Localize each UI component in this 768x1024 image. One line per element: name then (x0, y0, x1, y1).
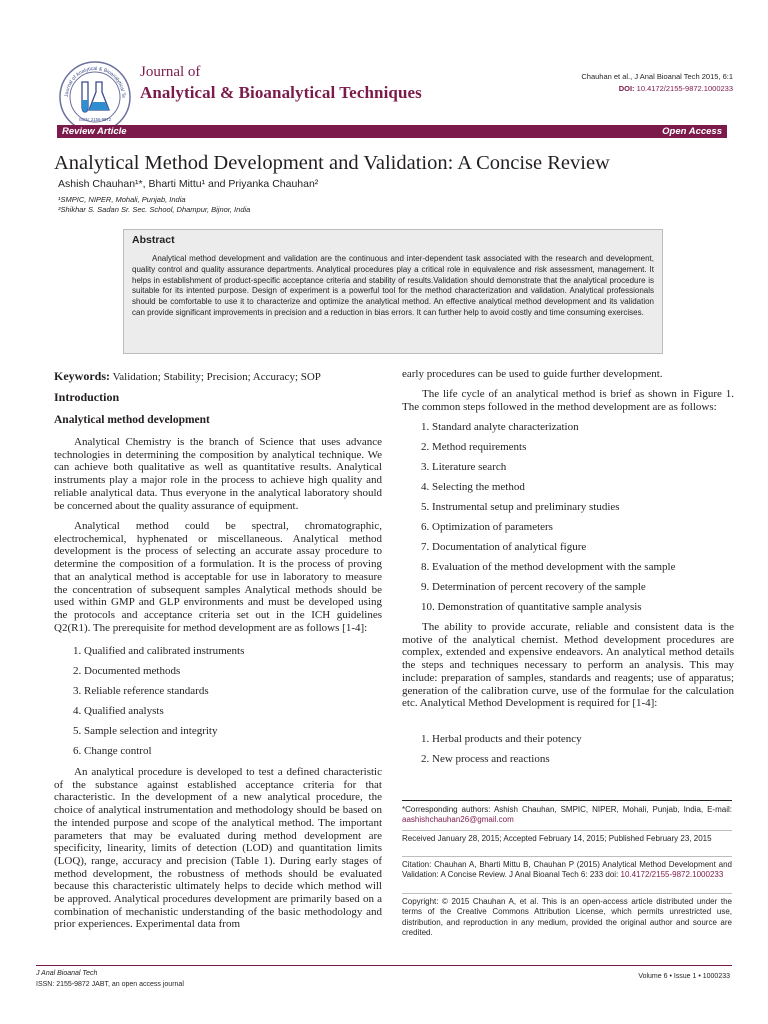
paragraph: An analytical procedure is developed to test a defined characteristic of the substance against established acceptance criteria for that characteristic. In the development of a new analytical procedure, the choice of analytical instrumentation and methodology should be based on the intended purpose and scope of the analytical method. The important parameters that may be evaluated during method development are specificity, linearity, limits of detection (LOD) and quantitation limits (LOQ), range, accuracy and precision (Table 1). During early stages of method development, the robustness of methods should be evaluated because this characteristic ultimately helps to decide which method will be approved. Analytical procedures development are primarily based on a combination of mechanistic understanding of the basic methodology and prior experiences. Experimental data from (54, 766, 382, 931)
corresponding-text: *Corresponding authors: Ashish Chauhan, SMPIC, NIPER, Mohali, Punjab, India, E-mail: (402, 805, 732, 814)
email-link[interactable]: aashishchauhan26@gmail.com (402, 815, 514, 825)
abstract-text: Analytical method development and validation are the continuous and inter-dependent task associated with the research and development, quality control and quality assurance departments. Analytical procedures play a critical role in equivalence and risk assessment, management. It helps in establishment of product-specific acceptance criteria and stability of results.Validation should demonstrate that the analytical procedure is suitable for its intented purpose. Design of experiment is a powerful tool for the method characterization and validation. Analytical professionals should be comfortable to use it to characterize and optimize the analytical method. An effective analytical method development and its validation can provide significant improvements in precision and a reduction in bias errors. It can further help to avoid costly and time consuming exercises. (132, 254, 654, 317)
citation-footnote (402, 860, 732, 881)
list-item: 1. Standard analyte characterization (421, 421, 579, 433)
footer-journal: J Anal Bioanal Tech (36, 970, 98, 977)
logo-issn: ISSN: 2155-9872 (78, 117, 112, 122)
list-item: 3. Literature search (421, 461, 507, 473)
list-item: 3. Reliable reference standards (73, 685, 209, 697)
affiliation-2: ²Shikhar S. Sadan Sr. Sec. School, Dhampur, Bijnor, India (58, 205, 251, 214)
logo-ring-text: Journal of Analytical & Bioanalytical Te (63, 65, 127, 98)
list-item: 4. Selecting the method (421, 481, 525, 493)
paragraph: Analytical Chemistry is the branch of Science that uses advance technologies in determining the composition by analytical technique. We can achieve both qualitative as well as quantitative results. Analytical instruments play a major role in the process to achieve high quality and reliable analytical data. Thus everyone in the analytical laboratory should be concerned about the quality assurance of equipment. (54, 436, 382, 512)
header-citation (581, 71, 733, 95)
journal-name: Analytical & Bioanalytical Techniques (140, 83, 422, 102)
footnote-divider (402, 856, 732, 857)
list-item: 8. Evaluation of the method development with the sample (421, 561, 676, 573)
footer-volume: Volume 6 • Issue 1 • 1000233 (638, 973, 730, 980)
footer-left (36, 968, 184, 990)
footnote-divider (402, 830, 732, 831)
authors: Ashish Chauhan¹*, Bharti Mittu¹ and Priyanka Chauhan² (58, 178, 319, 190)
keywords (54, 370, 382, 384)
list-item: 4. Qualified analysts (73, 705, 164, 717)
paragraph: The ability to provide accurate, reliable and consistent data is the motive of the analytical chemist. Method development procedures are complex, extended and expensive endeavors. An analytical method details the steps and techniques necessary to perform an analysis. This may include: preparation of samples, standards and reagents; use of apparatus; generation of the calibration curve, use of the formulae for the calculation etc. Analytical Method Development is required for [1-4]: (402, 621, 734, 710)
list-item: 10. Demonstration of quantitative sample analysis (421, 601, 642, 613)
open-access-label: Open Access (662, 126, 722, 137)
received-dates: Received January 28, 2015; Accepted February 14, 2015; Published February 23, 2015 (402, 834, 712, 843)
list-item: 6. Change control (73, 745, 152, 757)
footnote-divider (402, 893, 732, 894)
list-item: 6. Optimization of parameters (421, 521, 553, 533)
list-item: 5. Instrumental setup and preliminary studies (421, 501, 620, 513)
abstract-box (123, 229, 663, 354)
footer-rule (36, 965, 732, 966)
keywords-label: Keywords: (54, 369, 110, 383)
corresponding-author (402, 805, 732, 826)
doi-link[interactable]: 10.4172/2155-9872.1000233 (636, 84, 733, 93)
list-item: 2. Method requirements (421, 441, 527, 453)
keywords-text: Validation; Stability; Precision; Accuracy; SOP (112, 371, 321, 383)
citation-doi-link[interactable]: 10.4172/2155-9872.1000233 (620, 870, 724, 880)
journal-of-label: Journal of (140, 64, 201, 80)
list-item: 1. Herbal products and their potency (421, 733, 582, 745)
subheading-method-development: Analytical method development (54, 414, 210, 426)
copyright-notice: Copyright: © 2015 Chauhan A, et al. This is an open-access article distributed under the terms of the Creative Commons Attribution License, which permits unrestricted use, distribution, and reproduction in any medium, provided the original author and source are credited. (402, 897, 732, 938)
article-title: Analytical Method Development and Validation: A Concise Review (54, 152, 610, 174)
paragraph: The life cycle of an analytical method is brief as shown in Figure 1. The common steps followed in the method development are as follows: (402, 388, 734, 413)
list-item: 1. Qualified and calibrated instruments (73, 645, 245, 657)
footer-issn: ISSN: 2155-9872 JABT, an open access journal (36, 981, 184, 988)
citation-label: Citation: (402, 860, 432, 869)
list-item: 2. New process and reactions (421, 753, 550, 765)
article-type: Review Article (62, 126, 127, 137)
doi-label: DOI: (618, 84, 635, 93)
article-type-banner (57, 125, 727, 138)
footnote-rule (402, 800, 732, 801)
introduction-heading: Introduction (54, 390, 120, 404)
citation-line: Chauhan et al., J Anal Bioanal Tech 2015, 6:1 (581, 72, 733, 81)
list-item: 2. Documented methods (73, 665, 181, 677)
paragraph: Analytical method could be spectral, chromatographic, electrochemical, hyphenated or miscellaneous. Analytical method development is the process of selecting an accurate assay procedure to determine the composition of a formulation. It is the process of proving that an analytical method is acceptable for use in laboratory to measure the concentration of subsequent samples Analytical methods should be used within GMP and GLP environments and must be developed using the protocols and acceptance criteria set out in the ICH guidelines Q2(R1). The prerequisite for method development are as follows [1-4]: (54, 520, 382, 634)
list-item: 5. Sample selection and integrity (73, 725, 218, 737)
affiliation-1: ¹SMPIC, NIPER, Mohali, Punjab, India (58, 195, 186, 204)
list-item: 9. Determination of percent recovery of the sample (421, 581, 646, 593)
citation-text: Chauhan A, Bharti Mittu B, Chauhan P (2015) Analytical Method Development and Validation: A Concise Review. J Anal Bioanal Tech 6: 233 doi: (402, 860, 732, 880)
abstract-heading: Abstract (132, 234, 175, 246)
paragraph: early procedures can be used to guide further development. (402, 368, 663, 380)
journal-logo (58, 60, 132, 134)
list-item: 7. Documentation of analytical figure (421, 541, 587, 553)
